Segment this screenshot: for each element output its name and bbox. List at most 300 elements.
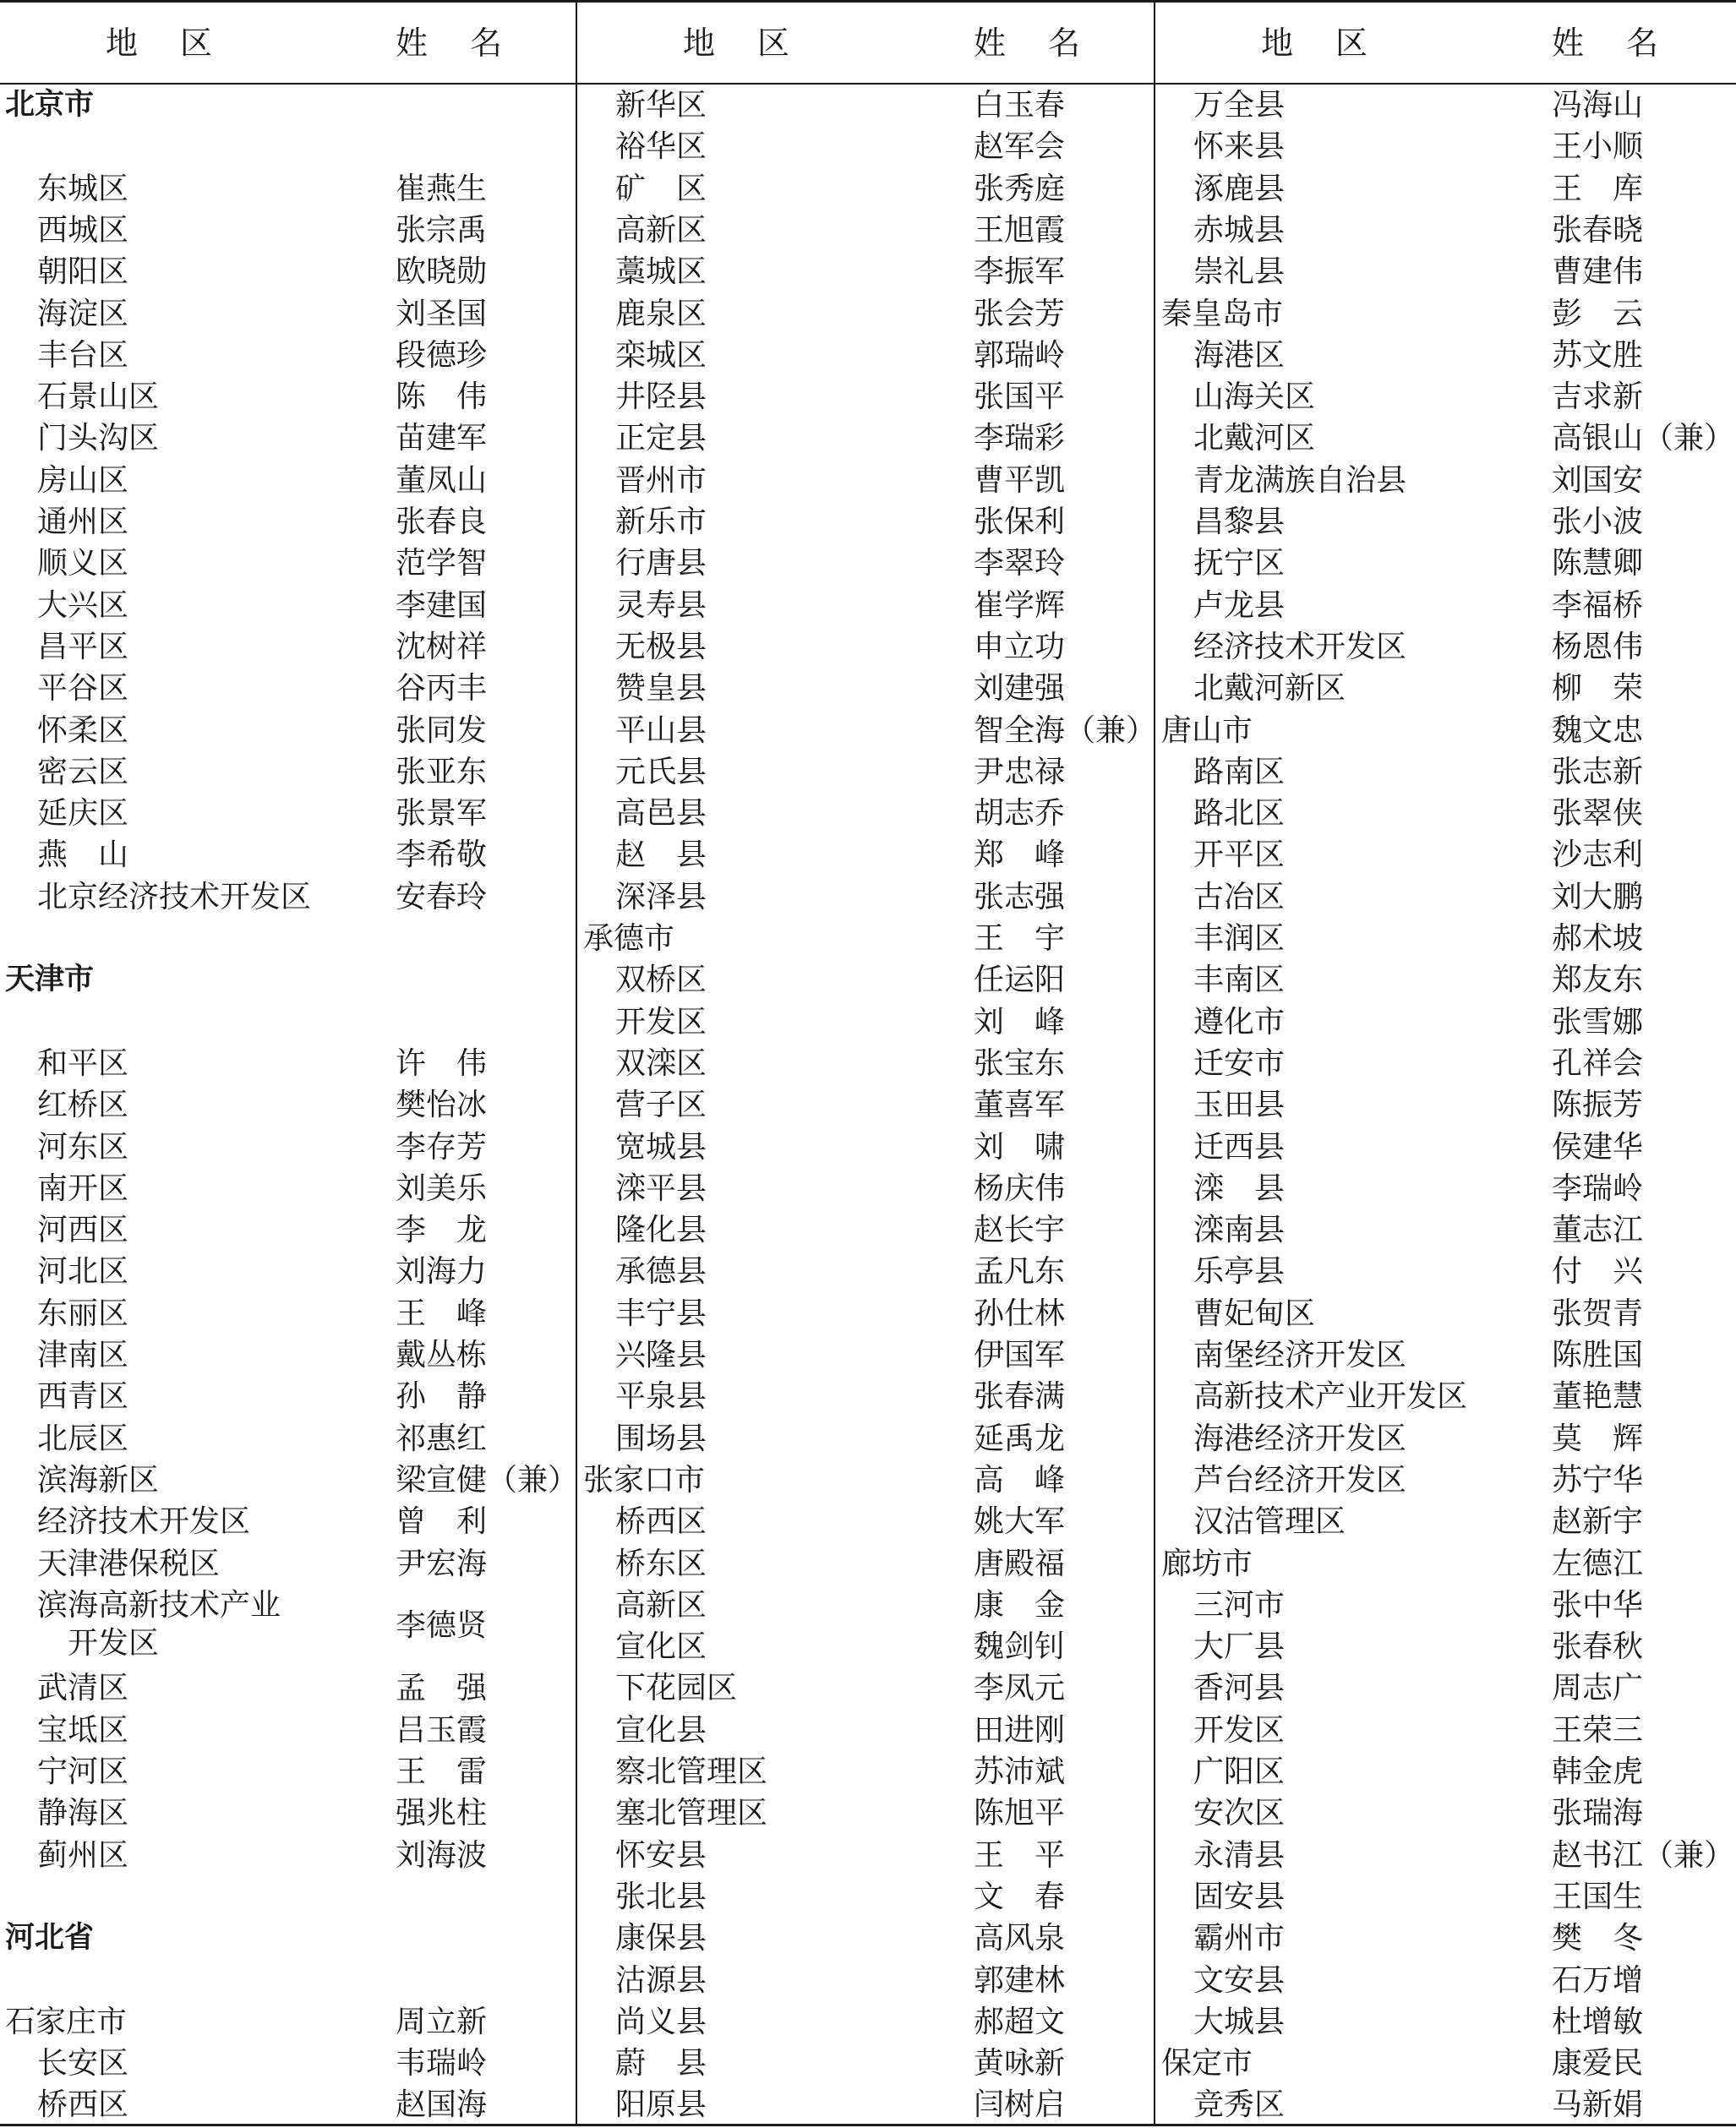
directory-row: [0, 751, 575, 793]
directory-row: [1156, 2001, 1736, 2043]
directory-row: [578, 1710, 1153, 1751]
name-cell: 郝超文: [974, 2004, 1066, 2039]
name-cell: 吉求新: [1552, 379, 1644, 415]
directory-row: [0, 501, 575, 543]
name-cell: 苏文胜: [1552, 337, 1644, 373]
directory-row: [578, 460, 1153, 501]
directory-row: [578, 1626, 1153, 1667]
directory-row: [1156, 417, 1736, 459]
directory-row: [578, 1418, 1153, 1460]
name-cell: 范学智: [396, 546, 488, 581]
region-cell: 涿鹿县: [1193, 171, 1286, 206]
name-cell: 刘美乐: [396, 1170, 488, 1206]
region-cell: 西青区: [37, 1379, 129, 1415]
directory-row: [578, 1667, 1153, 1709]
region-cell: 万全县: [1193, 88, 1286, 123]
region-cell: 抚宁区: [1193, 546, 1286, 581]
directory-row: [0, 168, 575, 210]
directory-row: [1156, 1667, 1736, 1709]
region-cell: 高新区: [615, 212, 707, 248]
name-cell: 李凤元: [974, 1671, 1066, 1706]
region-cell: 燕 山: [37, 838, 129, 873]
region-cell: 路北区: [1193, 796, 1286, 832]
region-cell: 开平区: [1193, 838, 1286, 873]
directory-row: [0, 1667, 575, 1709]
region-cell: 经济技术开发区: [37, 1504, 251, 1540]
name-cell: 王小顺: [1552, 129, 1644, 165]
name-cell: 王 峰: [396, 1296, 488, 1331]
directory-row: [0, 2043, 575, 2084]
directory-row: [0, 793, 575, 834]
region-cell: 丰宁县: [615, 1296, 707, 1331]
name-cell: 孙 静: [396, 1379, 488, 1415]
directory-row: [578, 668, 1153, 709]
directory-row: [578, 1334, 1153, 1376]
region-cell: 海港区: [1193, 337, 1286, 373]
column-divider: [1154, 0, 1155, 2126]
region-cell: 北京市: [5, 88, 95, 122]
name-cell: 张会芳: [974, 296, 1066, 331]
region-cell: 乐亭县: [1193, 1254, 1286, 1290]
directory-row: [1156, 1543, 1736, 1585]
name-cell: 王 宇: [974, 921, 1066, 956]
name-cell: 杨庆伟: [974, 1170, 1066, 1206]
name-cell: 樊 冬: [1552, 1921, 1644, 1956]
directory-row: [578, 918, 1153, 959]
header-region-label: 地 区: [106, 25, 218, 62]
directory-row: [0, 1251, 575, 1292]
directory-row: [578, 1835, 1153, 1876]
region-cell: 大城县: [1193, 2004, 1286, 2039]
region-cell: 东城区: [37, 171, 129, 206]
directory-row: [1156, 1168, 1736, 1209]
name-cell: 黄咏新: [974, 2046, 1066, 2082]
name-cell: 孟凡东: [974, 1254, 1066, 1290]
region-cell: 廊坊市: [1161, 1546, 1253, 1581]
directory-row: [0, 460, 575, 501]
region-cell: 元氏县: [615, 754, 707, 789]
region-cell: 高新区: [615, 1587, 707, 1623]
region-cell: 密云区: [37, 754, 129, 789]
region-cell: 门头沟区: [37, 421, 160, 456]
region-cell: 曹妃甸区: [1193, 1296, 1316, 1331]
header-name-label: 姓 名: [1552, 25, 1664, 62]
directory-row: [1156, 293, 1736, 335]
directory-row: [578, 1960, 1153, 2001]
name-cell: 刘 啸: [974, 1129, 1066, 1165]
directory-row: [578, 335, 1153, 376]
name-cell: 曾 利: [396, 1504, 488, 1540]
name-cell: 陈振芳: [1552, 1088, 1644, 1123]
region-cell: 路南区: [1193, 754, 1286, 789]
region-cell: 迁西县: [1193, 1129, 1286, 1165]
region-cell: 灵寿县: [615, 587, 707, 623]
name-cell: 李希敬: [396, 838, 488, 873]
header-name-label: 姓 名: [974, 25, 1086, 62]
region-cell: 崇礼县: [1193, 254, 1286, 290]
name-cell: 陈 伟: [396, 379, 488, 415]
directory-row: [0, 417, 575, 459]
directory-row: [578, 210, 1153, 251]
directory-row: [0, 1585, 575, 1667]
directory-row: [578, 793, 1153, 834]
region-cell: 尚义县: [615, 2004, 707, 2039]
region-cell: 桥东区: [615, 1546, 707, 1581]
region-cell: 康保县: [615, 1921, 707, 1956]
region-cell: 隆化县: [615, 1213, 707, 1248]
directory-row: [1156, 1376, 1736, 1417]
directory-row: [1156, 918, 1736, 959]
region-cell: 古冶区: [1193, 879, 1286, 914]
directory-row: [578, 376, 1153, 417]
directory-row: [0, 1418, 575, 1460]
directory-row: [0, 834, 575, 876]
directory-row: [0, 585, 575, 626]
name-cell: 孟 强: [396, 1671, 488, 1706]
region-cell: 塞北管理区: [615, 1796, 768, 1831]
name-cell: 杜增敏: [1552, 2004, 1644, 2039]
name-cell: 冯海山: [1552, 88, 1644, 123]
directory-row: [0, 2001, 575, 2043]
region-cell: 文安县: [1193, 1962, 1286, 1998]
region-cell: 广阳区: [1193, 1754, 1286, 1789]
name-cell: 胡志乔: [974, 796, 1066, 832]
region-cell: 阳原县: [615, 2087, 707, 2123]
directory-row: [1156, 793, 1736, 834]
name-cell: 李存芳: [396, 1129, 488, 1165]
directory-row: [578, 1376, 1153, 1417]
region-cell: 大兴区: [37, 587, 129, 623]
name-cell: 董志江: [1552, 1213, 1644, 1248]
directory-row: [1156, 1960, 1736, 2001]
directory-row: [578, 1543, 1153, 1585]
name-cell: 祁惠红: [396, 1421, 488, 1456]
name-cell: 莫 辉: [1552, 1421, 1644, 1456]
name-cell: 樊怡冰: [396, 1088, 488, 1123]
region-cell: 营子区: [615, 1088, 707, 1123]
directory-row: [1156, 85, 1736, 126]
directory-row: [1156, 751, 1736, 793]
name-cell: 刘 峰: [974, 1004, 1066, 1039]
directory-row: [1156, 1626, 1736, 1667]
directory-row: [0, 1501, 575, 1542]
region-cell: 深泽县: [615, 879, 707, 914]
directory-row: [1156, 1585, 1736, 1626]
region-cell: 和平区: [37, 1045, 129, 1081]
region-cell: 裕华区: [615, 129, 707, 165]
directory-row: [1156, 626, 1736, 668]
region-cell: 卢龙县: [1193, 587, 1286, 623]
directory-row: [578, 417, 1153, 459]
name-cell: 刘大鹏: [1552, 879, 1644, 914]
region-cell: 晋州市: [615, 462, 707, 498]
region-cell: 顺义区: [37, 546, 129, 581]
region-cell: 天津港保税区: [37, 1546, 221, 1581]
name-cell: 付 兴: [1552, 1254, 1644, 1290]
region-cell: 承德县: [615, 1254, 707, 1290]
region-cell: 丰南区: [1193, 963, 1286, 998]
directory-row: [1156, 2084, 1736, 2125]
region-cell: 固安县: [1193, 1879, 1286, 1914]
region-cell: 芦台经济开发区: [1193, 1462, 1407, 1498]
region-cell: 双桥区: [615, 963, 707, 998]
directory-row: [0, 2084, 575, 2125]
region-cell: 宣化区: [615, 1629, 707, 1665]
directory-row: [1156, 1792, 1736, 1834]
name-cell: 高 峰: [974, 1462, 1066, 1498]
directory-row: [0, 251, 575, 292]
region-cell: 平山县: [615, 712, 707, 748]
name-cell: 刘国安: [1552, 462, 1644, 498]
directory-row: [1156, 1127, 1736, 1168]
directory-row: [0, 210, 575, 251]
directory-row: [0, 1792, 575, 1834]
directory-row: [578, 1501, 1153, 1542]
directory-row: [0, 376, 575, 417]
directory-row: [1156, 1293, 1736, 1334]
region-cell: 大厂县: [1193, 1629, 1286, 1665]
region-cell: 山海关区: [1193, 379, 1316, 415]
name-cell: 郝术坡: [1552, 921, 1644, 956]
name-cell: 闫树启: [974, 2087, 1066, 2123]
directory-row: [1156, 710, 1736, 751]
region-cell: 北戴河新区: [1193, 671, 1346, 707]
directory-row: [1156, 1043, 1736, 1084]
region-cell: 开发区: [615, 1004, 707, 1039]
region-cell: 长安区: [37, 2046, 129, 2082]
region-cell: 滨海新区: [37, 1462, 160, 1498]
region-cell: 宁河区: [37, 1754, 129, 1789]
name-cell: 田进刚: [974, 1712, 1066, 1748]
region-cell: 迁安市: [1193, 1045, 1286, 1081]
directory-row: [578, 1127, 1153, 1168]
directory-row: [0, 1751, 575, 1792]
region-cell: 秦皇岛市: [1161, 296, 1284, 331]
directory-row: [578, 626, 1153, 668]
name-cell: 白玉春: [974, 88, 1066, 123]
name-cell: 孔祥会: [1552, 1045, 1644, 1081]
name-cell: 张翠侠: [1552, 796, 1644, 832]
name-cell: 崔学辉: [974, 587, 1066, 623]
region-cell: 经济技术开发区: [1193, 629, 1407, 664]
directory-row: [0, 335, 575, 376]
region-cell: 沽源县: [615, 1962, 707, 1998]
directory-row: [578, 293, 1153, 335]
directory-row: [1156, 210, 1736, 251]
directory-row: [578, 959, 1153, 1001]
region-cell: 围场县: [615, 1421, 707, 1456]
region-cell: 开发区: [1193, 1712, 1286, 1748]
name-cell: 郭瑞岭: [974, 337, 1066, 373]
directory-row: [578, 543, 1153, 584]
directory-row: [0, 876, 575, 918]
name-cell: 赵国海: [396, 2087, 488, 2123]
region-cell: 双滦区: [615, 1045, 707, 1081]
directory-row: [1156, 1084, 1736, 1126]
directory-row: [578, 1168, 1153, 1209]
name-cell: 杨恩伟: [1552, 629, 1644, 664]
directory-row: [1156, 543, 1736, 584]
header-name-label: 姓 名: [396, 25, 508, 62]
directory-row: [1156, 876, 1736, 918]
directory-row: [1156, 1876, 1736, 1918]
name-cell: 张瑞海: [1552, 1796, 1644, 1831]
header-region-label: 地 区: [683, 25, 795, 62]
name-cell: 张宝东: [974, 1045, 1066, 1081]
directory-row: [1156, 834, 1736, 876]
top-rule: [0, 0, 1736, 3]
directory-row: [1156, 376, 1736, 417]
name-cell: 左德江: [1552, 1546, 1644, 1581]
name-cell: 张小波: [1552, 505, 1644, 539]
name-cell: 张国平: [974, 379, 1066, 415]
directory-row: [0, 543, 575, 584]
directory-row: [1156, 1334, 1736, 1376]
region-cell: 宝坻区: [37, 1712, 129, 1748]
region-cell: 遵化市: [1193, 1004, 1286, 1039]
name-cell: 吕玉霞: [396, 1712, 488, 1748]
region-cell: 蔚 县: [615, 2046, 707, 2082]
directory-row: [1156, 501, 1736, 543]
region-cell: 滦平县: [615, 1170, 707, 1206]
directory-row: [578, 751, 1153, 793]
name-cell: 尹忠禄: [974, 754, 1066, 789]
region-cell: 房山区: [37, 462, 129, 498]
directory-row: [0, 1084, 575, 1126]
name-cell: 张贺青: [1552, 1296, 1644, 1331]
region-cell: 通州区: [37, 505, 129, 539]
region-cell: 海港经济开发区: [1193, 1421, 1407, 1456]
name-cell: 张亚东: [396, 754, 488, 789]
name-cell: 魏剑钊: [974, 1629, 1066, 1665]
region-cell: 滦南县: [1193, 1213, 1286, 1248]
region-cell: 桥西区: [37, 2087, 129, 2123]
name-cell: 王 雷: [396, 1754, 488, 1789]
directory-row: [0, 710, 575, 751]
name-cell: 郭建林: [974, 1962, 1066, 1998]
name-cell: 郑友东: [1552, 963, 1644, 998]
region-cell: 河西区: [37, 1213, 129, 1248]
name-cell: 伊国军: [974, 1338, 1066, 1372]
region-cell: 井陉县: [615, 379, 707, 415]
directory-row: [578, 2001, 1153, 2043]
name-cell: 沈树祥: [396, 629, 488, 664]
region-cell: 唐山市: [1161, 712, 1253, 748]
region-cell: 张家口市: [583, 1462, 706, 1498]
name-cell: 彭 云: [1552, 296, 1644, 331]
name-cell: 张景军: [396, 796, 488, 832]
name-cell: 李德贤: [396, 1607, 488, 1643]
region-cell: 西城区: [37, 212, 129, 248]
name-cell: 周志广: [1552, 1671, 1644, 1706]
region-cell: 津南区: [37, 1338, 129, 1372]
region-cell: 北戴河区: [1193, 421, 1316, 456]
name-cell: 段德珍: [396, 337, 488, 373]
region-cell: 赤城县: [1193, 212, 1286, 248]
region-cell: 霸州市: [1193, 1921, 1286, 1956]
region-cell: 武清区: [37, 1671, 129, 1706]
region-cell: 怀来县: [1193, 129, 1286, 165]
region-cell: 新华区: [615, 88, 707, 123]
name-cell: 谷丙丰: [396, 671, 488, 707]
directory-row: [0, 1460, 579, 1501]
name-cell: 张秀庭: [974, 171, 1066, 206]
name-cell: 沙志利: [1552, 838, 1644, 873]
region-cell: 昌黎县: [1193, 505, 1286, 539]
region-cell: 延庆区: [37, 796, 129, 832]
region-cell: 河东区: [37, 1129, 129, 1165]
directory-row: [1156, 585, 1736, 626]
name-cell: 智全海（兼）: [974, 712, 1157, 748]
name-cell: 刘海力: [396, 1254, 488, 1290]
name-cell: 韦瑞岭: [396, 2046, 488, 2082]
region-cell: 海淀区: [37, 296, 129, 331]
name-cell: 曹建伟: [1552, 254, 1644, 290]
region-cell: 竞秀区: [1193, 2087, 1286, 2123]
name-cell: 安春玲: [396, 879, 488, 914]
province-heading: [0, 959, 575, 1001]
region-cell: 北京经济技术开发区: [37, 879, 312, 914]
name-cell: 唐殿福: [974, 1546, 1066, 1581]
region-cell: 玉田县: [1193, 1088, 1286, 1123]
name-cell: 刘海波: [396, 1837, 488, 1873]
name-cell: 魏文忠: [1552, 712, 1644, 748]
directory-row: [0, 1376, 575, 1417]
name-cell: 苏沛斌: [974, 1754, 1066, 1789]
directory-row: [578, 1585, 1153, 1626]
region-cell: 丰润区: [1193, 921, 1286, 956]
name-cell: 郑 峰: [974, 838, 1066, 873]
region-cell: 香河县: [1193, 1671, 1286, 1706]
directory-row: [1156, 1710, 1736, 1751]
name-cell: 王国生: [1552, 1879, 1644, 1914]
region-cell: 静海区: [37, 1796, 129, 1831]
name-cell: 王旭霞: [974, 212, 1066, 248]
directory-row: [578, 585, 1153, 626]
name-cell: 刘圣国: [396, 296, 488, 331]
directory-row: [1156, 460, 1736, 501]
region-cell: 滦 县: [1193, 1170, 1286, 1206]
name-cell: 马新娟: [1552, 2087, 1644, 2123]
directory-row: [578, 1001, 1153, 1043]
region-cell: 赵 县: [615, 838, 707, 873]
region-cell: 永清县: [1193, 1837, 1286, 1873]
region-cell: 南开区: [37, 1170, 129, 1206]
region-cell: 三河市: [1193, 1587, 1286, 1623]
column-divider: [576, 0, 577, 2126]
region-cell: 桥西区: [615, 1504, 707, 1540]
name-cell: 强兆柱: [396, 1796, 488, 1831]
header-region-label: 地 区: [1261, 25, 1373, 62]
directory-row: [578, 1293, 1153, 1334]
name-cell: 李 龙: [396, 1213, 488, 1248]
directory-row: [1156, 1460, 1736, 1501]
region-cell: 栾城区: [615, 337, 707, 373]
name-cell: 欧晓勋: [396, 254, 488, 290]
region-cell: 青龙满族自治县: [1193, 462, 1407, 498]
name-cell: 董喜军: [974, 1088, 1066, 1123]
directory-row: [578, 1460, 1153, 1501]
name-cell: 崔燕生: [396, 171, 488, 206]
directory-row: [1156, 2043, 1736, 2084]
name-cell: 韩金虎: [1552, 1754, 1644, 1789]
directory-row: [0, 293, 575, 335]
name-cell: 康 金: [974, 1587, 1066, 1623]
region-cell: 行唐县: [615, 546, 707, 581]
region-cell: 安次区: [1193, 1796, 1286, 1831]
directory-row: [0, 1710, 575, 1751]
region-cell: 南堡经济开发区: [1193, 1338, 1407, 1372]
